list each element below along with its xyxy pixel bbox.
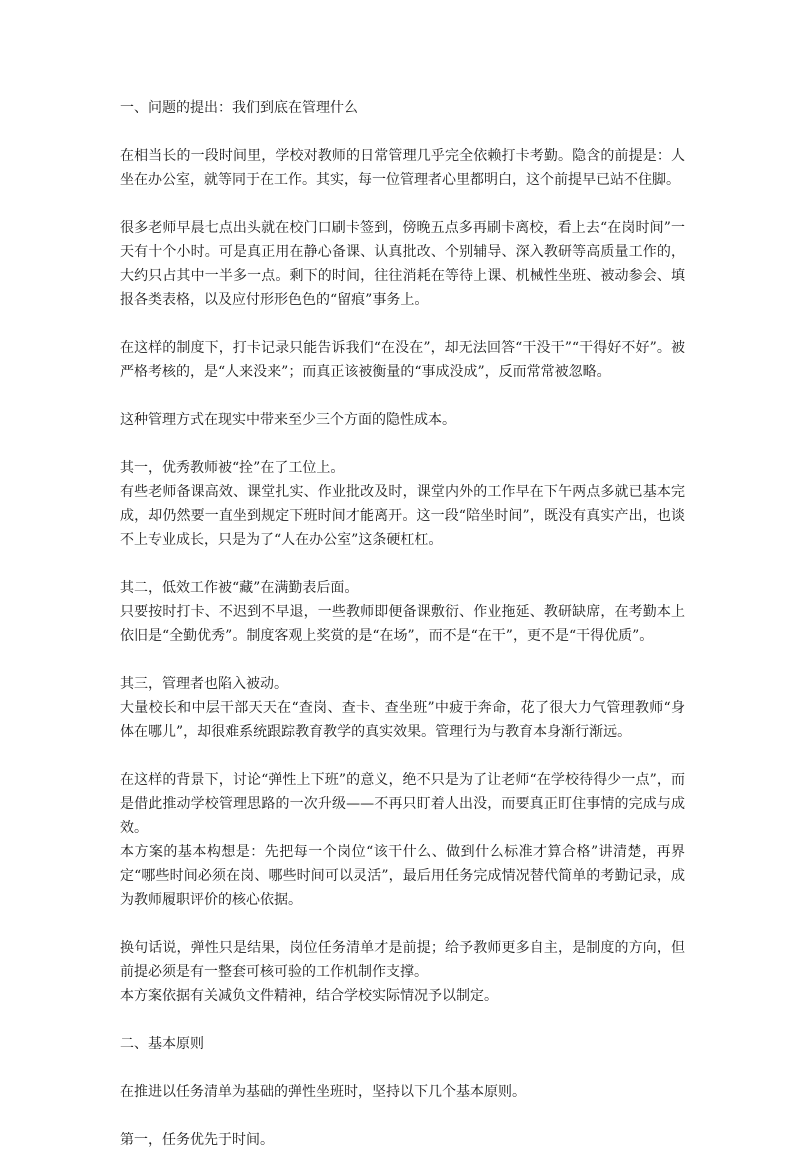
document-body xyxy=(120,96,685,1152)
paragraph-spacer xyxy=(120,1056,685,1080)
paragraph-spacer xyxy=(120,312,685,336)
paragraph: 第一，任务优先于时间。 xyxy=(120,1132,274,1148)
paragraph: 在相当长的一段时间里，学校对教师的日常管理几乎完全依赖打卡考勤。隐含的前提是：人坐在办公室，就等同于在工作。其实，每一位管理者心里都明白，这个前提早已站不住脚。 xyxy=(120,148,685,188)
paragraph: 换句话说，弹性只是结果，岗位任务清单才是前提；给予教师更多自主，是制度的方向，但前提必须是有一整套可核可验的工作机制作支撑。 xyxy=(120,940,685,980)
paragraph-spacer xyxy=(120,192,685,216)
paragraph: 这种管理方式在现实中带来至少三个方面的隐性成本。 xyxy=(120,412,456,428)
paragraph-spacer xyxy=(120,120,685,144)
paragraph: 在推进以任务清单为基础的弹性坐班时，坚持以下几个基本原则。 xyxy=(120,1084,526,1100)
paragraph: 其三，管理者也陷入被动。 xyxy=(120,676,288,692)
section-heading: 二、基本原则 xyxy=(120,1036,204,1052)
paragraph: 有些老师备课高效、课堂扎实、作业批改及时，课堂内外的工作早在下午两点多就已基本完成，却仍然要一直坐到规定下班时间才能离开。这一段“陪坐时间”，既没有真实产出，也谈不上专业成长，只是为了“人在办公室”这条硬杠杠。 xyxy=(120,484,685,548)
paragraph-spacer xyxy=(120,1104,685,1128)
paragraph: 大量校长和中层干部天天在“查岗、查卡、查坐班”中疲于奔命，花了很大力气管理教师“身体在哪儿”，却很难系统跟踪教育教学的真实效果。管理行为与教育本身渐行渐远。 xyxy=(120,700,685,740)
paragraph: 其一，优秀教师被“拴”在了工位上。 xyxy=(120,460,345,476)
paragraph: 在这样的制度下，打卡记录只能告诉我们“在没在”，却无法回答“干没干”“干得好不好”。被严格考核的，是“人来没来”；而真正该被衡量的“事成没成”，反而常常被忽略。 xyxy=(120,340,685,380)
paragraph-spacer xyxy=(120,384,685,408)
paragraph: 本方案依据有关减负文件精神，结合学校实际情况予以制定。 xyxy=(120,988,498,1004)
section-heading: 一、问题的提出：我们到底在管理什么 xyxy=(120,100,358,116)
paragraph-spacer xyxy=(120,1008,685,1032)
paragraph: 本方案的基本构想是：先把每一个岗位“该干什么、做到什么标准才算合格”讲清楚，再界定“哪些时间必须在岗、哪些时间可以灵活”，最后用任务完成情况替代简单的考勤记录，成为教师履职评价的核心依据。 xyxy=(120,844,685,908)
paragraph-spacer xyxy=(120,552,685,576)
paragraph: 只要按时打卡、不迟到不早退，一些教师即便备课敷衍、作业拖延、教研缺席，在考勤本上依旧是“全勤优秀”。制度客观上奖赏的是“在场”，而不是“在干”，更不是“干得优质”。 xyxy=(120,604,685,644)
paragraph-spacer xyxy=(120,648,685,672)
paragraph-spacer xyxy=(120,744,685,768)
paragraph: 很多老师早晨七点出头就在校门口刷卡签到，傍晚五点多再刷卡离校，看上去“在岗时间”一天有十个小时。可是真正用在静心备课、认真批改、个别辅导、深入教研等高质量工作的，大约只占其中一半多一点。剩下的时间，往往消耗在等待上课、机械性坐班、被动参会、填报各类表格，以及应付形形色色的“留痕”事务上。 xyxy=(120,220,685,308)
paragraph-spacer xyxy=(120,432,685,456)
paragraph-spacer xyxy=(120,912,685,936)
paragraph: 其二，低效工作被“藏”在满勤表后面。 xyxy=(120,580,359,596)
paragraph: 在这样的背景下，讨论“弹性上下班”的意义，绝不只是为了让老师“在学校待得少一点”，而是借此推动学校管理思路的一次升级——不再只盯着人出没，而要真正盯住事情的完成与成效。 xyxy=(120,772,685,836)
